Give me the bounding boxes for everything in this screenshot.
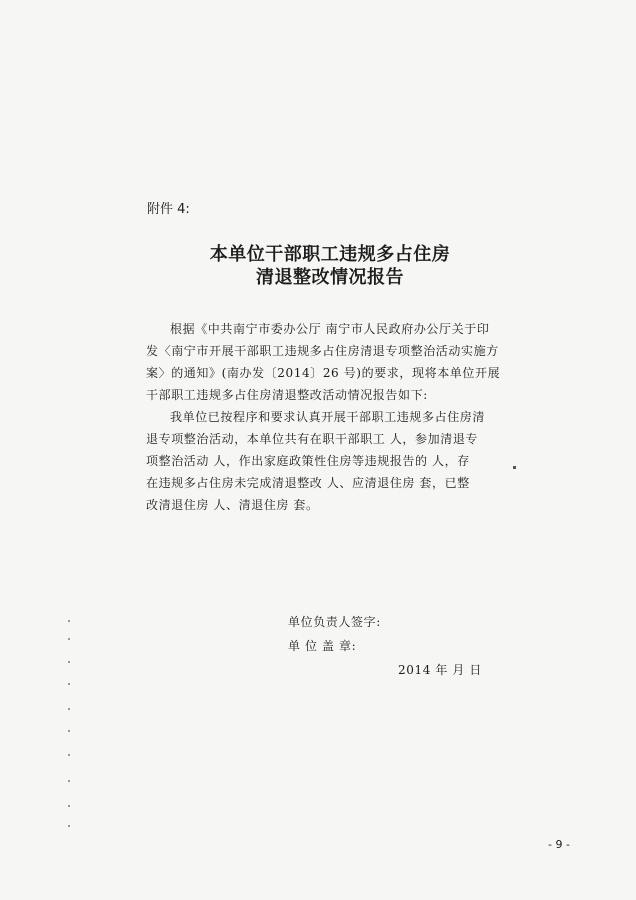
scan-speck [68, 754, 70, 756]
scan-speck [68, 638, 70, 640]
scan-speck [68, 683, 70, 685]
scan-speck [68, 825, 70, 827]
scan-speck [68, 730, 70, 732]
scan-speck [68, 780, 70, 782]
paragraph-line: 改清退住房 人、清退住房 套。 [146, 498, 319, 512]
seal-label: 单 位 盖 章: [288, 639, 357, 653]
scan-speck [68, 805, 70, 807]
paragraph-line: 案〉的通知》(南办发〔2014〕26 号)的要求，现将本单位开展 [146, 366, 501, 380]
paragraph-line: 根据《中共南宁市委办公厅 南宁市人民政府办公厅关于印 [170, 322, 490, 336]
report-title-line-1: 本单位干部职工违规多占住房 [209, 244, 451, 265]
leader-signature-label: 单位负责人签字: [288, 615, 381, 629]
paragraph-line: 项整治活动 人，作出家庭政策性住房等违规报告的 人，存 [146, 454, 470, 468]
paragraph-line: 发〈南宁市开展干部职工违规多占住房清退专项整治活动实施方 [146, 344, 499, 358]
page-number: - 9 - [548, 838, 570, 851]
paragraph-line: 退专项整治活动，本单位共有在职干部职工 人，参加清退专 [146, 432, 479, 446]
paragraph-line: 在违规多占住房未完成清退整改 人、应清退住房 套，已整 [146, 476, 470, 490]
paragraph-line: 干部职工违规多占住房清退整改活动情况报告如下: [146, 388, 428, 402]
scan-speck [68, 661, 70, 663]
scan-speck [68, 620, 70, 622]
paragraph-basis [146, 318, 501, 406]
paragraph-line: 我单位已按程序和要求认真开展干部职工违规多占住房清 [170, 410, 486, 424]
scan-noise [66, 620, 72, 830]
paragraph-status [146, 406, 484, 516]
scan-speck [68, 708, 70, 710]
scan-speck [513, 466, 516, 469]
report-title-line-2: 清退整改情况报告 [256, 267, 404, 288]
report-date: 2014 年 月 日 [398, 663, 482, 677]
annex-label: 附件 4: [147, 202, 190, 217]
